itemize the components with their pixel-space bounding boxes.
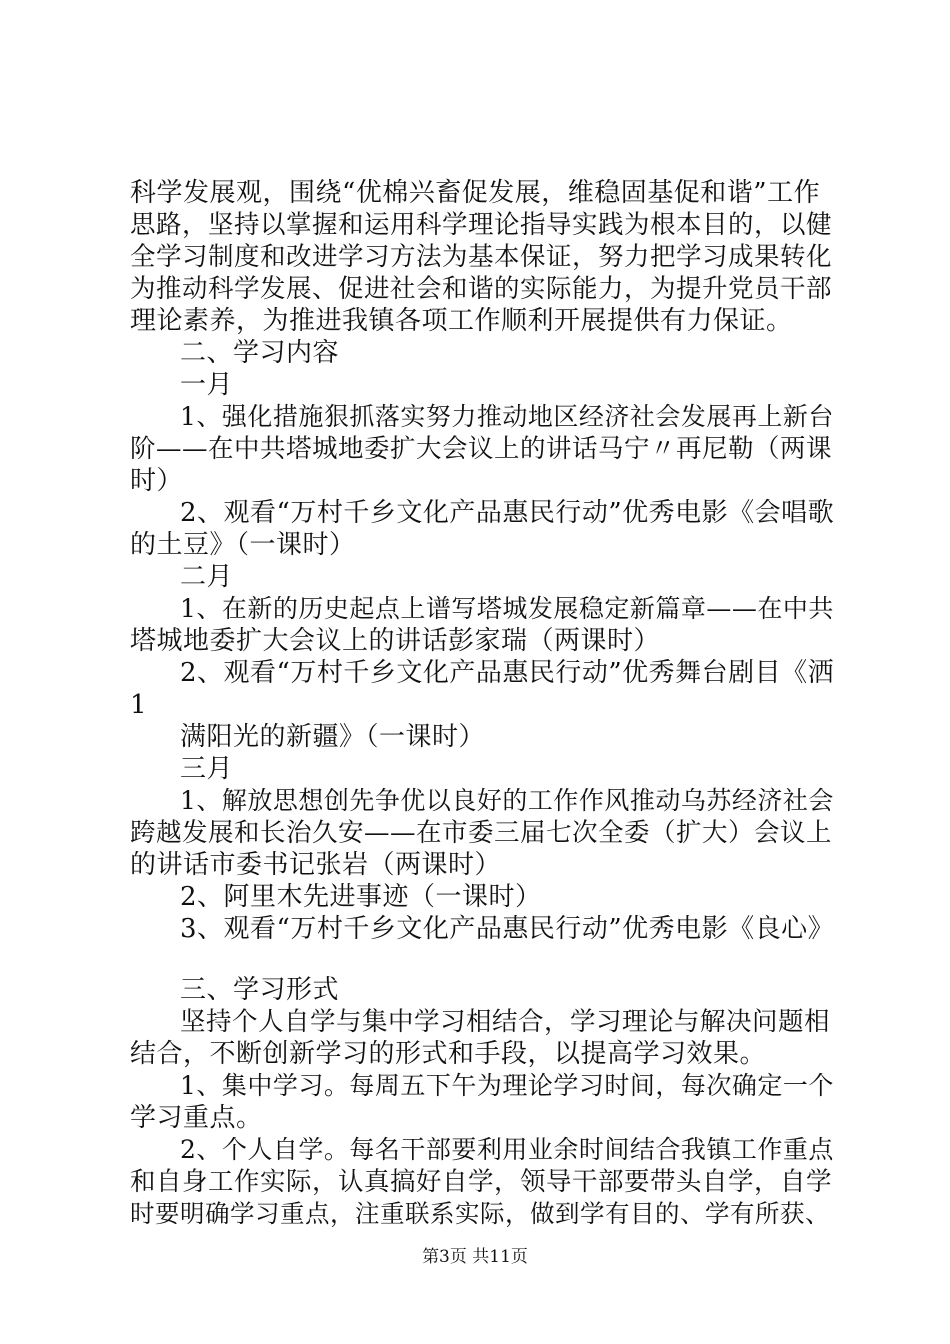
body-text-line: 的讲话市委书记张岩（两课时） <box>130 850 502 880</box>
body-text-line: 3、观看“万村千乡文化产品惠民行动”优秀电影《良心》 <box>180 914 835 944</box>
body-text-line: 2、阿里木先进事迹（一课时） <box>180 882 542 912</box>
body-text-line: 理论素养，为推进我镇各项工作顺利开展提供有力保证。 <box>130 306 793 336</box>
body-text-line: 坚持个人自学与集中学习相结合，学习理论与解决问题相 <box>180 1007 831 1037</box>
body-text-line: 全学习制度和改进学习方法为基本保证，努力把学习成果转化 <box>130 242 833 272</box>
body-text-line: 阶——在中共塔城地委扩大会议上的讲话马宁〃再尼勒（两课 <box>130 434 833 464</box>
month-heading: 三月 <box>180 754 234 784</box>
body-text-line: 时要明确学习重点，注重联系实际，做到学有目的、学有所获、 <box>130 1199 830 1228</box>
section-heading: 三、学习形式 <box>180 975 340 1005</box>
stray-page-number: 1 <box>130 690 148 720</box>
month-heading: 一月 <box>180 370 234 400</box>
body-text-line: 为推动科学发展、促进社会和谐的实际能力，为提升党员干部 <box>130 274 833 304</box>
section-heading: 二、学习内容 <box>180 338 340 368</box>
body-text-line: 1、解放思想创先争优以良好的工作作风推动乌苏经济社会 <box>180 786 834 815</box>
body-text-line: 结合，不断创新学习的形式和手段，以提高学习效果。 <box>130 1039 767 1069</box>
body-text-line: 科学发展观，围绕“优棉兴畜促发展，维稳固基促和谐”工作 <box>130 178 821 208</box>
body-text-line: 思路，坚持以掌握和运用科学理论指导实践为根本目的，以健 <box>130 210 833 240</box>
body-text-line: 2、个人自学。每名干部要利用业余时间结合我镇工作重点 <box>180 1135 834 1164</box>
body-text-line: 塔城地委扩大会议上的讲话彭家瑞（两课时） <box>130 626 661 656</box>
month-heading: 二月 <box>180 562 234 592</box>
body-text-line: 1、强化措施狠抓落实努力推动地区经济社会发展再上新台 <box>180 402 834 431</box>
body-text-line: 和自身工作实际，认真搞好自学，领导干部要带头自学，自学 <box>130 1167 833 1197</box>
body-text-line: 的土豆》（一课时） <box>130 530 356 560</box>
body-text-line: 满阳光的新疆》（一课时） <box>180 722 486 752</box>
body-text-line: 2、观看“万村千乡文化产品惠民行动”优秀电影《会唱歌 <box>180 498 835 528</box>
body-text-line: 2、观看“万村千乡文化产品惠民行动”优秀舞台剧目《洒 <box>180 658 835 688</box>
page-footer: 第3页 共11页 <box>422 1247 528 1267</box>
body-text-line: 跨越发展和长治久安——在市委三届七次全委（扩大）会议上 <box>130 818 833 848</box>
body-text-line: 学习重点。 <box>130 1103 263 1133</box>
body-text-line: 1、在新的历史起点上谱写塔城发展稳定新篇章——在中共 <box>180 594 834 623</box>
body-text-line: 1、集中学习。每周五下午为理论学习时间，每次确定一个 <box>180 1071 834 1100</box>
body-text-line: 时） <box>130 466 184 496</box>
